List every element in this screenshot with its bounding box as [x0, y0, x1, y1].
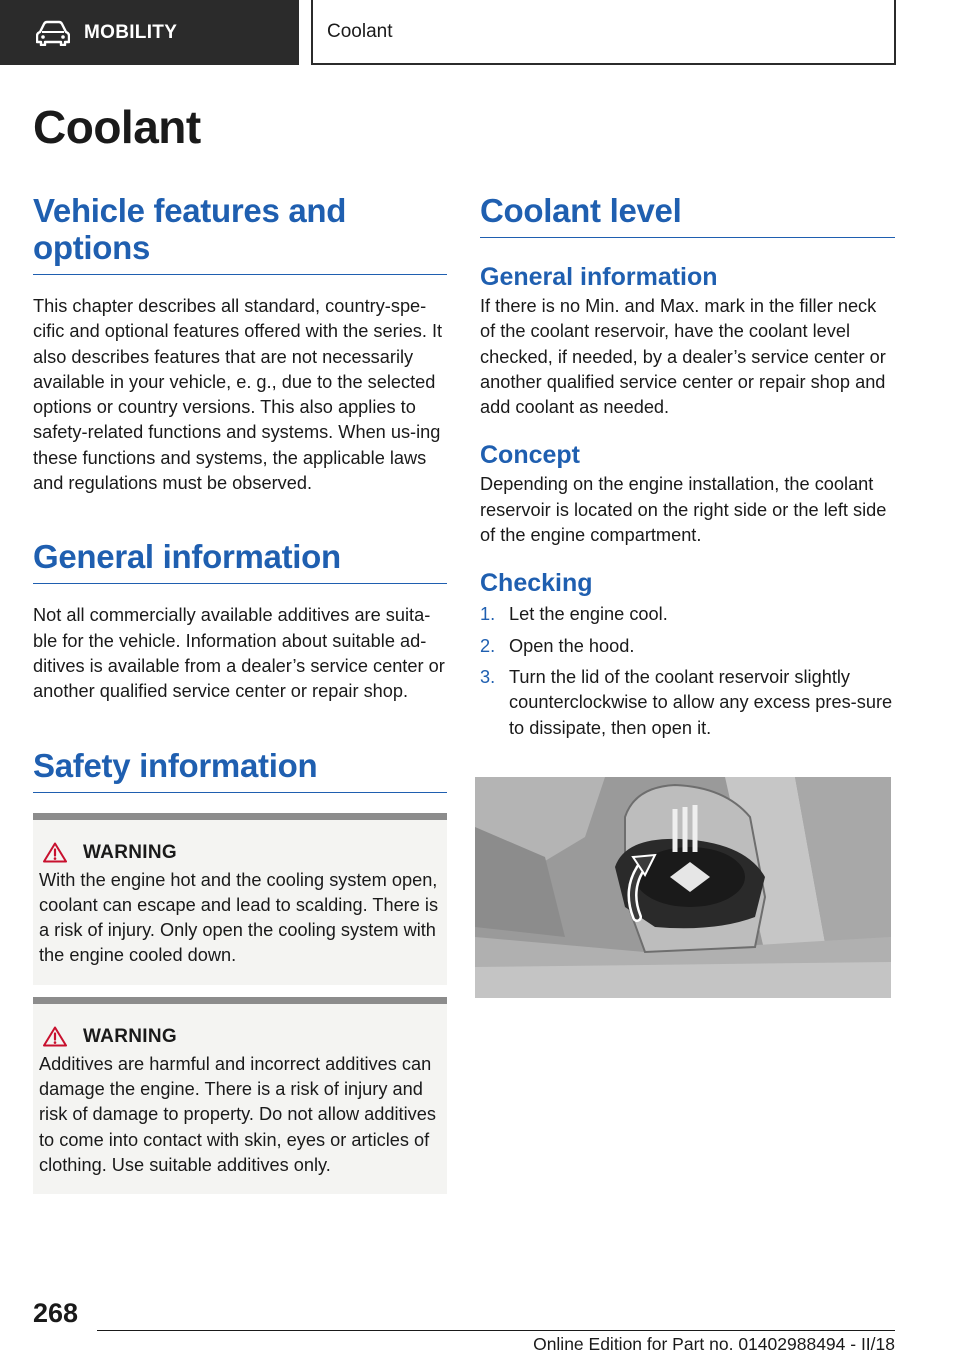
warning-triangle-icon [43, 842, 67, 863]
right-column [480, 192, 895, 747]
edition-text: Online Edition for Part no. 01402988494 - II/18 [533, 1334, 895, 1354]
step-number: 3. [480, 666, 496, 687]
step-number: 1. [480, 604, 496, 625]
step-text: Let the engine cool. [509, 604, 668, 625]
features-heading: Vehicle features and options [33, 192, 447, 275]
page-header [0, 0, 960, 66]
general-text: Not all commercially available additives are suita-ble for the vehicle. Information about suitable ad-ditives is available from a dealer’s service center or another qualified service center or repair shop. [33, 605, 445, 702]
general-heading: General information [33, 538, 447, 584]
car-icon [36, 20, 70, 46]
warning-header [39, 1026, 441, 1048]
step-text: Open the hood. [509, 635, 635, 656]
warning-label: WARNING [83, 841, 177, 863]
warning-header [39, 842, 441, 864]
section-tab [0, 0, 299, 65]
footer-divider [97, 1330, 895, 1331]
coolant-level-heading: Coolant level [480, 192, 895, 238]
warning-box [33, 997, 447, 1194]
coolant-reservoir-photo [475, 777, 891, 998]
page-number: 268 [33, 1298, 79, 1328]
left-column [33, 192, 447, 1194]
features-text: This chapter describes all standard, country-spe-cific and optional features offered with the series. It also describes features that are not necessarily available in your vehicle, e. g., due to the selected options or country versions. This also applies to safety-related functions and systems. When us-ing these functions and systems, the applicable laws and regulations must be observed. [33, 296, 443, 494]
chapter-tab [311, 0, 896, 65]
warning-text: With the engine hot and the cooling system open, coolant can escape and lead to scalding. There is a risk of injury. Only open the cooling system with the engine cooled down. [39, 869, 439, 966]
list-item [480, 634, 895, 659]
step-text: Turn the lid of the coolant reservoir slightly counterclockwise to allow any excess pres-sure to dissipate, then open it. [509, 666, 893, 738]
concept-subheading: Concept [480, 441, 580, 470]
checking-subheading: Checking [480, 569, 593, 598]
page-title: Coolant [33, 101, 201, 153]
warning-text: Additives are harmful and incorrect additives can damage the engine. There is a risk of injury and risk of damage to property. Do not allow additives to come into contact with skin, eyes or articles of clothing. Use suitable additives only. [39, 1053, 436, 1175]
warning-box [33, 813, 447, 985]
list-item [480, 602, 895, 627]
chapter-label: Coolant [327, 20, 393, 42]
general-subheading: General information [480, 263, 718, 291]
section-label: MOBILITY [84, 21, 178, 43]
checking-steps [480, 602, 895, 740]
safety-heading: Safety information [33, 747, 447, 793]
warning-label: WARNING [83, 1025, 177, 1047]
step-number: 2. [480, 635, 496, 656]
general-text: If there is no Min. and Max. mark in the filler neck of the coolant reservoir, have the coolant level checked, if needed, by a dealer’s service center or another qualified service center or repair shop and add coolant as needed. [480, 296, 886, 418]
list-item [480, 665, 895, 741]
concept-text: Depending on the engine installation, the coolant reservoir is located on the right side or the left side of the engine compartment. [480, 474, 887, 546]
warning-triangle-icon [43, 1026, 67, 1047]
